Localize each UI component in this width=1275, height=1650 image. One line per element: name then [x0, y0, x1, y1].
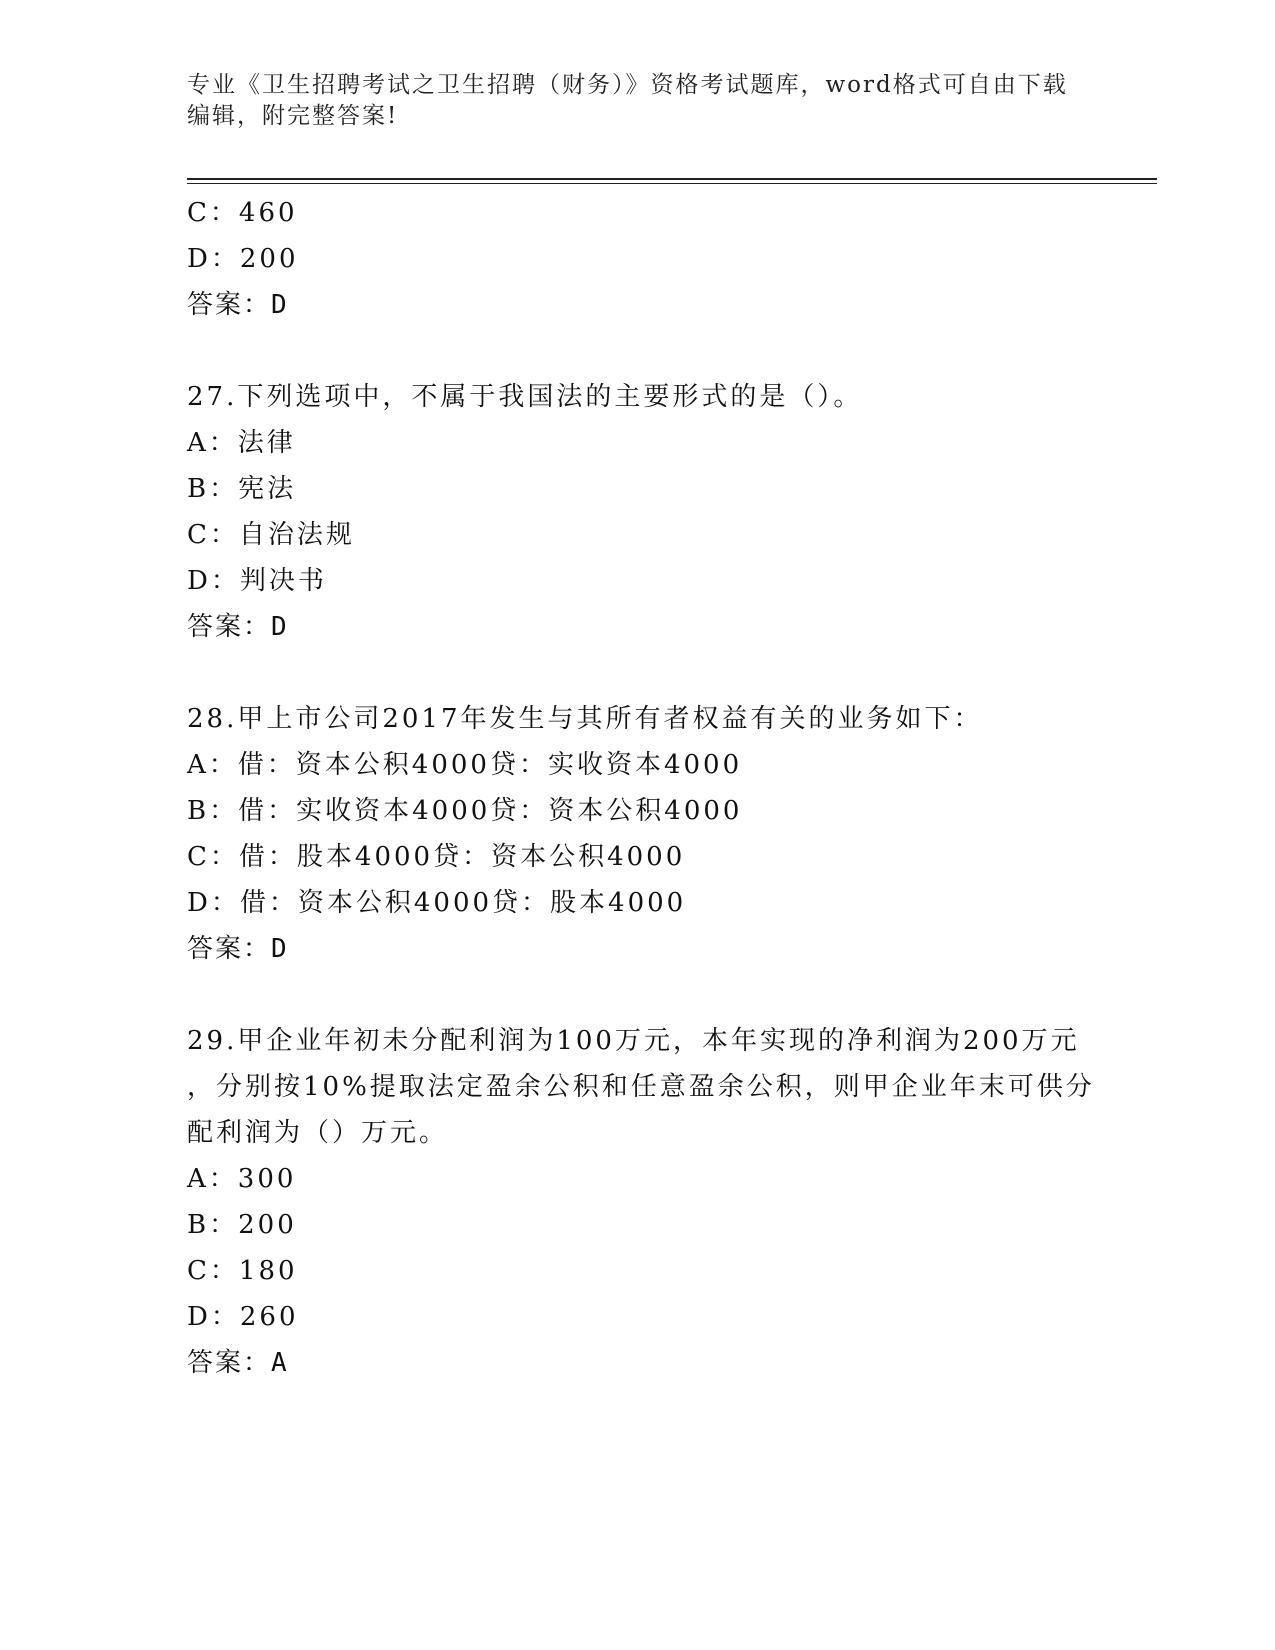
option-text: 借：资本公积4000贷：实收资本4000: [237, 750, 743, 780]
answer-value: A: [271, 1348, 289, 1378]
spacer: [187, 972, 1087, 1018]
option-d: [187, 236, 1087, 282]
option-label: C：: [187, 1256, 239, 1286]
answer-label: 答案：: [187, 612, 272, 642]
option-b: [187, 788, 1087, 834]
header-line-2: 编辑，附完整答案!: [187, 103, 399, 129]
option-label: B：: [187, 796, 239, 826]
option-text: 460: [238, 198, 298, 228]
answer-line: [187, 926, 1087, 972]
answer-label: 答案：: [187, 934, 272, 964]
question-stem-line-1: 29.甲企业年初未分配利润为100万元，本年实现的净利润为200万元: [187, 1026, 1080, 1056]
question-27: [187, 374, 1087, 650]
answer-value: D: [271, 612, 289, 642]
option-label: C：: [187, 198, 239, 228]
option-text: 借：资本公积4000贷：股本4000: [239, 888, 687, 918]
option-c: [187, 834, 1087, 880]
answer-label: 答案：: [187, 1348, 272, 1378]
option-label: D：: [187, 888, 240, 918]
carryover-question: [187, 190, 1087, 328]
option-label: A：: [187, 428, 238, 458]
option-label: D：: [187, 244, 240, 274]
spacer: [187, 650, 1087, 696]
option-a: [187, 420, 1087, 466]
option-a: [187, 742, 1087, 788]
option-label: A：: [187, 1164, 238, 1194]
question-content: [187, 190, 1095, 1386]
question-29: [187, 1018, 1095, 1386]
question-stem: 28.甲上市公司2017年发生与其所有者权益有关的业务如下：: [187, 704, 983, 734]
question-28: [187, 696, 1087, 972]
answer-line: [187, 604, 1087, 650]
option-text: 200: [238, 1210, 297, 1240]
option-label: C：: [187, 520, 239, 550]
option-c: [187, 190, 1087, 236]
option-text: 借：实收资本4000贷：资本公积4000: [238, 796, 743, 826]
header-line-1: 专业《卫生招聘考试之卫生招聘（财务）》资格考试题库，word格式可自由下载: [187, 72, 1068, 98]
option-d: [187, 880, 1087, 926]
question-stem: 27.下列选项中，不属于我国法的主要形式的是（）。: [187, 382, 863, 412]
question-stem-line-3: 配利润为（）万元。: [187, 1118, 449, 1148]
answer-label: 答案：: [187, 290, 272, 320]
option-a: [187, 1156, 1087, 1202]
option-label: D：: [187, 566, 240, 596]
option-label: B：: [187, 474, 239, 504]
answer-line: [187, 1340, 1087, 1386]
option-label: D：: [187, 1302, 240, 1332]
option-label: B：: [187, 1210, 239, 1240]
option-d: [187, 1294, 1087, 1340]
option-b: [187, 466, 1087, 512]
option-text: 260: [239, 1302, 299, 1332]
option-text: 自治法规: [238, 520, 355, 550]
document-header: [187, 70, 1087, 132]
option-label: A：: [187, 750, 238, 780]
answer-line: [187, 282, 1087, 328]
option-text: 借：股本4000贷：资本公积4000: [238, 842, 686, 872]
option-label: C：: [187, 842, 239, 872]
header-rule-thin: [187, 183, 1157, 184]
option-text: 300: [237, 1164, 297, 1194]
option-c: [187, 1248, 1087, 1294]
option-text: 180: [238, 1256, 298, 1286]
option-b: [187, 1202, 1087, 1248]
option-d: [187, 558, 1087, 604]
answer-value: D: [271, 290, 289, 320]
option-text: 法律: [237, 428, 296, 458]
option-text: 200: [239, 244, 299, 274]
header-rule-thick: [187, 178, 1157, 180]
spacer: [187, 328, 1087, 374]
option-text: 判决书: [239, 566, 327, 596]
question-stem-line-2: ，分别按10%提取法定盈余公积和任意盈余公积，则甲企业年末可供分: [187, 1072, 1095, 1102]
option-text: 宪法: [238, 474, 297, 504]
answer-value: D: [271, 934, 289, 964]
option-c: [187, 512, 1087, 558]
